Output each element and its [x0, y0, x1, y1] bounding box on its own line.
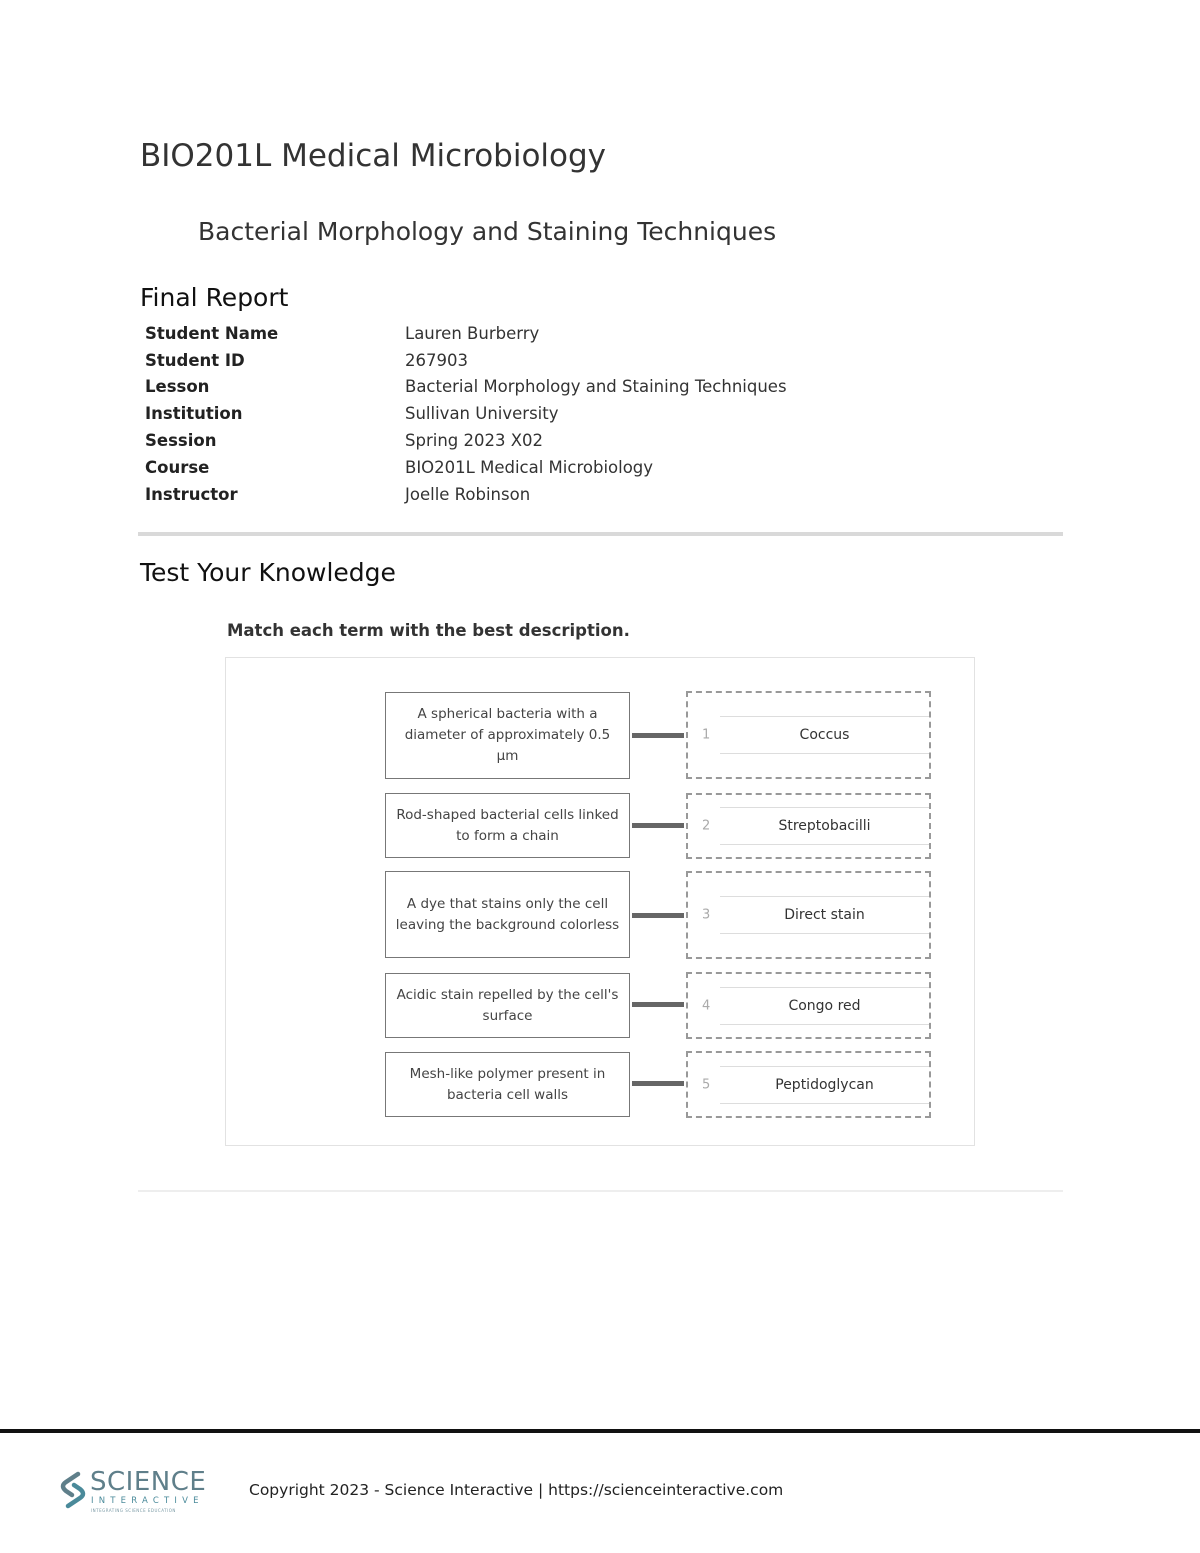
match-term-direct-stain[interactable]: Direct stain	[720, 896, 929, 934]
logo-tagline: INTEGRATING SCIENCE EDUCATION	[91, 1508, 176, 1513]
match-number: 3	[702, 907, 711, 923]
info-label: Instructor	[145, 484, 238, 504]
info-value: BIO201L Medical Microbiology	[405, 457, 654, 477]
footer-copyright: Copyright 2023 - Science Interactive | https://scienceinteractive.com	[249, 1481, 784, 1499]
info-row-course	[145, 454, 787, 481]
match-number: 2	[702, 818, 711, 834]
match-description-2: Rod-shaped bacterial cells linked to form a chain	[385, 793, 630, 858]
matching-question-panel	[225, 657, 975, 1146]
match-term-congo-red[interactable]: Congo red	[720, 987, 929, 1025]
match-description-1: A spherical bacteria with a diameter of approximately 0.5 µm	[385, 692, 630, 779]
info-value: Sullivan University	[405, 404, 559, 424]
match-drop-slot-4[interactable]	[686, 972, 931, 1039]
info-label: Student Name	[145, 323, 279, 343]
logo-subword: INTERACTIVE	[91, 1496, 204, 1506]
logo-word: SCIENCE	[90, 1467, 207, 1497]
course-title: BIO201L Medical Microbiology	[140, 138, 607, 174]
info-value: Bacterial Morphology and Staining Techniques	[405, 377, 787, 397]
info-value: Joelle Robinson	[405, 484, 531, 504]
lesson-title: Bacterial Morphology and Staining Techniques	[198, 217, 777, 246]
logo-mark-icon	[58, 1470, 88, 1510]
info-label: Student ID	[145, 350, 245, 370]
match-number: 4	[702, 998, 711, 1013]
section-divider-light	[138, 1190, 1063, 1192]
info-row-lesson	[145, 374, 787, 401]
info-label: Session	[145, 431, 217, 451]
info-row-institution	[145, 400, 787, 427]
match-drop-slot-5[interactable]	[686, 1051, 931, 1118]
match-connector-2	[632, 823, 684, 828]
match-connector-4	[632, 1002, 684, 1007]
info-label: Lesson	[145, 377, 210, 397]
info-label: Institution	[145, 404, 243, 424]
match-connector-1	[632, 733, 684, 738]
match-term-streptobacilli[interactable]: Streptobacilli	[720, 807, 929, 845]
match-number: 5	[702, 1077, 711, 1092]
info-row-student-id	[145, 347, 787, 374]
question-prompt: Match each term with the best description.	[227, 621, 630, 640]
match-term-coccus[interactable]: Coccus	[720, 716, 929, 754]
match-number: 1	[702, 727, 711, 743]
info-value: 267903	[405, 350, 468, 370]
match-drop-slot-3[interactable]	[686, 871, 931, 959]
student-info-table	[145, 320, 787, 508]
match-drop-slot-1[interactable]	[686, 691, 931, 779]
info-value: Spring 2023 X02	[405, 431, 544, 451]
match-description-5: Mesh-like polymer present in bacteria cell walls	[385, 1052, 630, 1117]
section-divider	[138, 532, 1063, 536]
match-connector-3	[632, 913, 684, 918]
report-heading: Final Report	[140, 283, 289, 312]
section-heading-test-your-knowledge: Test Your Knowledge	[140, 558, 396, 587]
footer-rule	[0, 1429, 1200, 1433]
match-drop-slot-2[interactable]	[686, 793, 931, 859]
match-description-3: A dye that stains only the cell leaving the background colorless	[385, 871, 630, 958]
science-interactive-logo	[58, 1468, 218, 1516]
match-term-peptidoglycan[interactable]: Peptidoglycan	[720, 1066, 929, 1104]
info-row-student-name	[145, 320, 787, 347]
match-description-4: Acidic stain repelled by the cell's surface	[385, 973, 630, 1038]
info-row-instructor	[145, 481, 787, 508]
match-connector-5	[632, 1081, 684, 1086]
info-row-session	[145, 427, 787, 454]
info-label: Course	[145, 457, 210, 477]
info-value: Lauren Burberry	[405, 323, 540, 343]
